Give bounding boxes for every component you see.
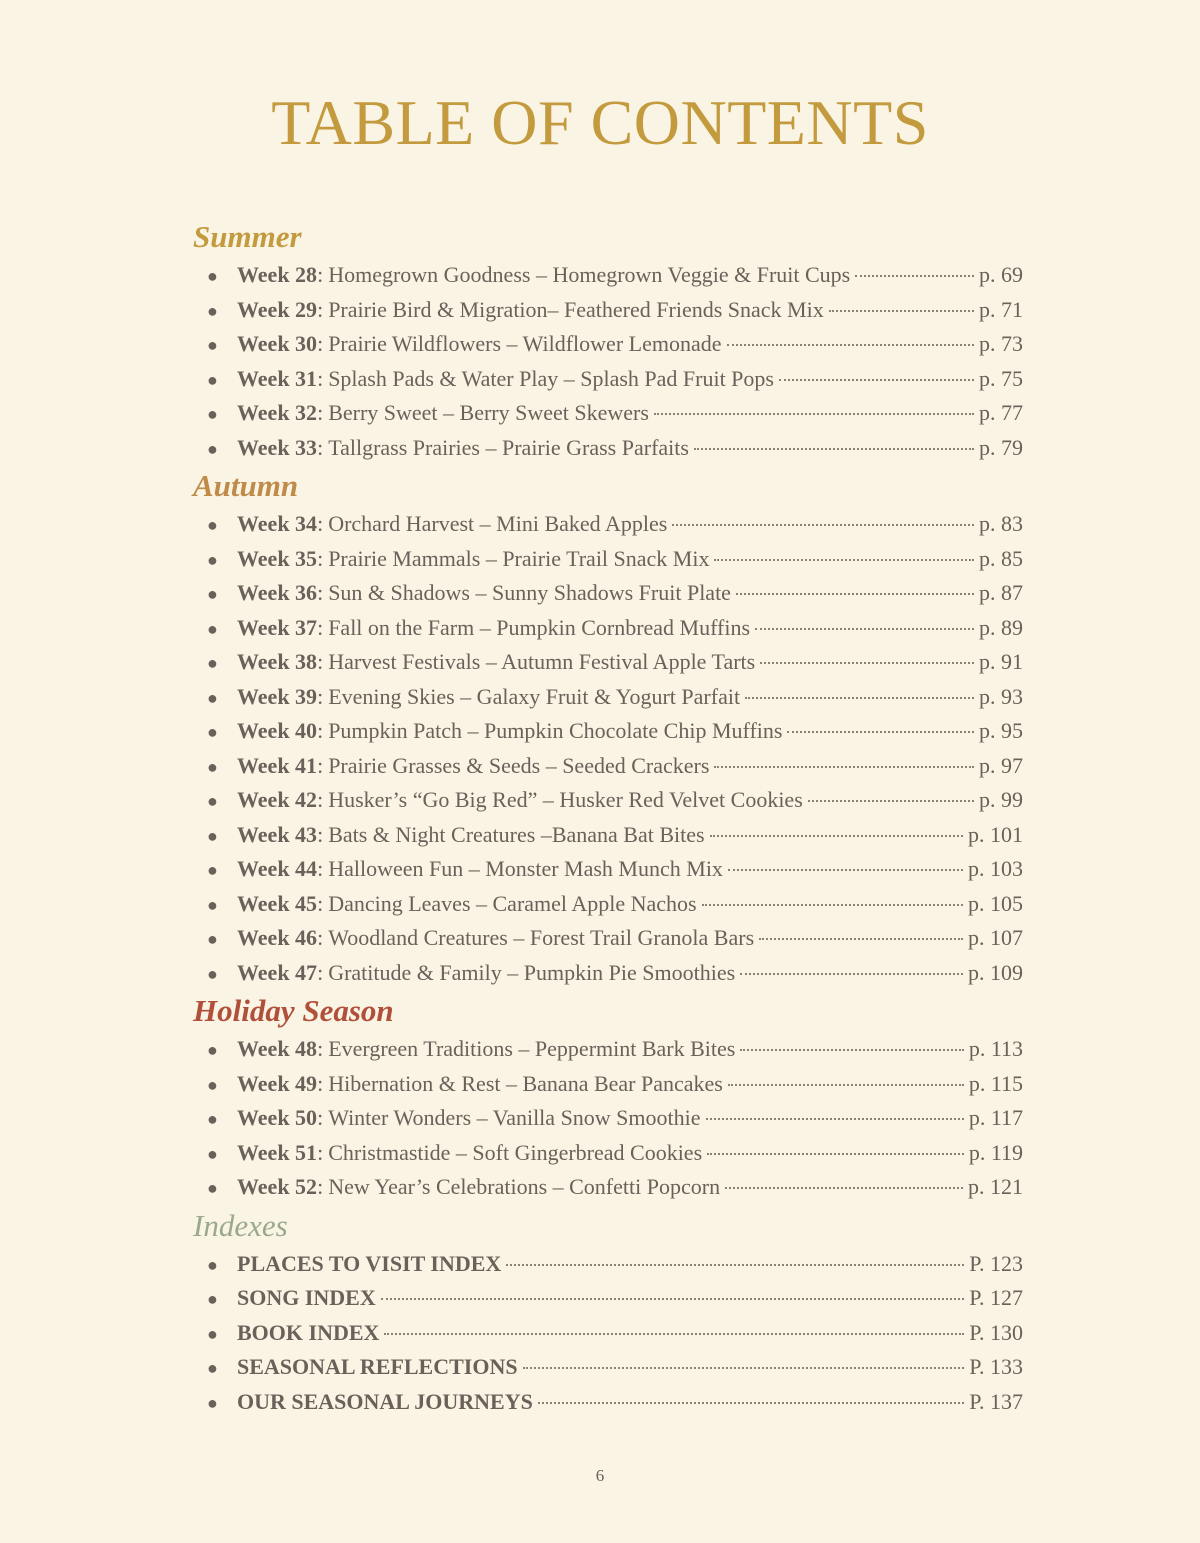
bullet-icon: ● <box>207 515 218 535</box>
bullet-icon: ● <box>207 404 218 424</box>
index-entry[interactable] <box>193 1247 1023 1282</box>
toc-entry[interactable] <box>193 1170 1023 1205</box>
week-label: Week 32 <box>237 400 318 425</box>
index-label: OUR SEASONAL JOURNEYS <box>237 1388 533 1414</box>
dot-leader <box>523 1367 965 1369</box>
colon: : <box>317 1105 324 1130</box>
entry-title: Christmastide – Soft Gingerbread Cookies <box>328 1139 703 1165</box>
week-label: Week 28 <box>237 262 318 287</box>
dot-leader <box>755 628 974 630</box>
bullet-icon: ● <box>207 1074 218 1095</box>
week-label: Week 39 <box>237 683 318 709</box>
week-label: Week 49 <box>237 1070 318 1096</box>
week-label: Week 31 <box>237 365 318 391</box>
colon: : <box>317 434 324 460</box>
toc-entry[interactable] <box>193 611 1023 646</box>
bullet-icon: ● <box>207 1323 218 1344</box>
dot-leader <box>829 310 974 312</box>
week-label: Week 51 <box>237 1139 318 1165</box>
entry-title: Splash Pads & Water Play – Splash Pad Fruit Pops <box>328 365 774 391</box>
toc-entry[interactable] <box>193 1067 1023 1102</box>
bullet-icon: ● <box>207 438 218 459</box>
dot-leader <box>808 800 974 802</box>
entry-title: Pumpkin Patch – Pumpkin Chocolate Chip Muffins <box>328 718 783 743</box>
week-label: Week 43 <box>237 821 318 847</box>
index-entry[interactable] <box>193 1385 1023 1420</box>
dot-leader <box>506 1264 964 1266</box>
toc-entry[interactable] <box>193 887 1023 922</box>
week-label: Week 40 <box>237 718 318 743</box>
bullet-icon: ● <box>207 929 218 949</box>
index-label: PLACES TO VISIT INDEX <box>237 1250 502 1276</box>
toc-entry[interactable] <box>193 431 1023 466</box>
page-reference: p. 85 <box>979 545 1023 571</box>
bullet-icon: ● <box>207 300 218 321</box>
colon: : <box>317 1036 324 1061</box>
page-reference: p. 109 <box>968 959 1023 985</box>
bullet-icon: ● <box>207 369 218 390</box>
toc-entry[interactable] <box>193 576 1023 611</box>
page-reference: p. 83 <box>979 511 1023 536</box>
colon: : <box>317 400 324 425</box>
page-title: TABLE OF CONTENTS <box>271 87 929 158</box>
bullet-icon: ● <box>207 756 218 777</box>
page-reference: p. 105 <box>968 890 1023 916</box>
page-reference: p. 71 <box>979 296 1023 322</box>
week-label: Week 42 <box>237 787 318 812</box>
page-reference: p. 117 <box>968 1105 1023 1130</box>
section-heading-autumn: Autumn <box>193 468 299 503</box>
colon: : <box>317 511 324 536</box>
bullet-icon: ● <box>207 1392 218 1413</box>
entry-title: Orchard Harvest – Mini Baked Apples <box>328 511 668 536</box>
page-reference: p. 69 <box>979 262 1023 287</box>
page-reference: p. 115 <box>968 1070 1023 1096</box>
entry-title: Harvest Festivals – Autumn Festival Apple Tarts <box>328 649 756 674</box>
dot-leader <box>707 1153 964 1155</box>
dot-leader <box>740 973 963 975</box>
toc-entry[interactable] <box>193 1136 1023 1171</box>
colon: : <box>317 545 324 571</box>
colon: : <box>317 1070 324 1096</box>
bullet-icon: ● <box>207 549 218 570</box>
dot-leader <box>728 1084 964 1086</box>
index-entry[interactable] <box>193 1281 1023 1316</box>
summer-entries <box>193 258 1023 465</box>
page-reference: p. 87 <box>979 580 1023 605</box>
entry-title: Homegrown Goodness – Homegrown Veggie & Fruit Cups <box>328 262 851 287</box>
bullet-icon: ● <box>207 687 218 708</box>
dot-leader <box>760 662 974 664</box>
bullet-icon: ● <box>207 335 218 355</box>
toc-entry[interactable] <box>193 396 1023 431</box>
dot-leader <box>694 448 974 450</box>
week-label: Week 45 <box>237 890 318 916</box>
entry-title: Halloween Fun – Monster Mash Munch Mix <box>328 856 723 881</box>
colon: : <box>317 649 324 674</box>
bullet-icon: ● <box>207 825 218 846</box>
colon: : <box>317 331 324 356</box>
bullet-icon: ● <box>207 860 218 880</box>
week-label: Week 41 <box>237 752 318 778</box>
dot-leader <box>727 344 975 346</box>
colon: : <box>317 262 324 287</box>
page-reference: p. 101 <box>968 821 1023 847</box>
week-label: Week 50 <box>237 1105 318 1130</box>
dot-leader <box>672 524 974 526</box>
page-reference: p. 107 <box>968 925 1023 950</box>
dot-leader <box>725 1187 963 1189</box>
dot-leader <box>745 697 974 699</box>
page-reference: p. 91 <box>979 649 1023 674</box>
entry-title: Evening Skies – Galaxy Fruit & Yogurt Parfait <box>328 683 741 709</box>
entry-title: Bats & Night Creatures –Banana Bat Bites <box>328 821 705 847</box>
page-reference: p. 113 <box>968 1036 1023 1061</box>
entry-title: Woodland Creatures – Forest Trail Granola Bars <box>328 925 755 950</box>
bullet-icon: ● <box>207 653 218 673</box>
colon: : <box>317 1139 324 1165</box>
dot-leader <box>710 835 963 837</box>
toc-entry[interactable] <box>193 680 1023 715</box>
toc-entry[interactable] <box>193 327 1023 362</box>
dot-leader <box>654 413 974 415</box>
week-label: Week 47 <box>237 959 318 985</box>
page-reference: P. 130 <box>969 1319 1023 1345</box>
week-label: Week 37 <box>237 614 318 640</box>
colon: : <box>317 787 324 812</box>
toc-entry[interactable] <box>193 507 1023 542</box>
toc-entry[interactable] <box>193 258 1023 293</box>
page-number: 6 <box>595 1466 605 1485</box>
toc-entry[interactable] <box>193 714 1023 749</box>
colon: : <box>317 856 324 881</box>
toc-entry[interactable] <box>193 818 1023 853</box>
week-label: Week 46 <box>237 925 318 950</box>
entry-title: Dancing Leaves – Caramel Apple Nachos <box>328 890 697 916</box>
bullet-icon: ● <box>207 1143 218 1164</box>
bullet-icon: ● <box>207 1289 218 1309</box>
colon: : <box>317 959 324 985</box>
week-label: Week 35 <box>237 545 318 571</box>
entry-title: Berry Sweet – Berry Sweet Skewers <box>328 400 649 425</box>
page-reference: p. 79 <box>979 434 1023 460</box>
toc-entry[interactable] <box>193 542 1023 577</box>
entry-title: Winter Wonders – Vanilla Snow Smoothie <box>328 1105 701 1130</box>
page-reference: p. 89 <box>979 614 1023 640</box>
dot-leader <box>855 275 974 277</box>
index-entries <box>193 1247 1023 1420</box>
holiday-season-entries <box>193 1032 1023 1205</box>
toc-entry[interactable] <box>193 645 1023 680</box>
entry-title: Prairie Grasses & Seeds – Seeded Crackers <box>328 752 710 778</box>
entry-title: Fall on the Farm – Pumpkin Cornbread Muffins <box>328 614 751 640</box>
bullet-icon: ● <box>207 963 218 984</box>
page-reference: p. 93 <box>979 683 1023 709</box>
colon: : <box>317 718 324 743</box>
dot-leader <box>538 1402 964 1404</box>
week-label: Week 30 <box>237 331 318 356</box>
toc-entry[interactable] <box>193 1101 1023 1136</box>
dot-leader <box>714 766 974 768</box>
bullet-icon: ● <box>207 1358 218 1378</box>
colon: : <box>317 1174 324 1199</box>
page-reference: p. 99 <box>979 787 1023 812</box>
toc-entry[interactable] <box>193 783 1023 818</box>
week-label: Week 38 <box>237 649 318 674</box>
page-reference: P. 127 <box>969 1285 1023 1310</box>
toc-entry[interactable] <box>193 293 1023 328</box>
entry-title: Sun & Shadows – Sunny Shadows Fruit Plate <box>328 580 731 605</box>
entry-title: Evergreen Traditions – Peppermint Bark Bites <box>328 1036 736 1061</box>
bullet-icon: ● <box>207 722 218 742</box>
page-reference: p. 73 <box>979 331 1023 356</box>
bullet-icon: ● <box>207 1040 218 1060</box>
toc-entry[interactable] <box>193 956 1023 991</box>
colon: : <box>317 890 324 916</box>
dot-leader <box>714 559 974 561</box>
dot-leader <box>779 379 974 381</box>
page-reference: p. 95 <box>979 718 1023 743</box>
toc-entry[interactable] <box>193 749 1023 784</box>
index-entry[interactable] <box>193 1316 1023 1351</box>
week-label: Week 52 <box>237 1174 318 1199</box>
bullet-icon: ● <box>207 618 218 639</box>
toc-entry[interactable] <box>193 852 1023 887</box>
dot-leader <box>740 1049 963 1051</box>
bullet-icon: ● <box>207 791 218 811</box>
section-heading-indexes: Indexes <box>193 1207 288 1243</box>
week-label: Week 34 <box>237 511 318 536</box>
colon: : <box>317 925 324 950</box>
colon: : <box>317 614 324 640</box>
entry-title: Hibernation & Rest – Banana Bear Pancakes <box>328 1070 723 1096</box>
toc-entry[interactable] <box>193 362 1023 397</box>
colon: : <box>317 752 324 778</box>
week-label: Week 44 <box>237 856 318 881</box>
entry-title: Prairie Wildflowers – Wildflower Lemonade <box>328 331 722 356</box>
page-reference: p. 121 <box>968 1174 1023 1199</box>
toc-entry[interactable] <box>193 1032 1023 1067</box>
page-reference: p. 97 <box>979 752 1023 778</box>
page-reference: p. 75 <box>979 365 1023 391</box>
dot-leader <box>759 938 963 940</box>
week-label: Week 48 <box>237 1036 318 1061</box>
dot-leader <box>736 593 974 595</box>
dot-leader <box>787 731 974 733</box>
dot-leader <box>384 1333 964 1335</box>
colon: : <box>317 821 324 847</box>
autumn-entries <box>193 507 1023 990</box>
page-reference: p. 103 <box>968 856 1023 881</box>
colon: : <box>317 580 324 605</box>
entry-title: Tallgrass Prairies – Prairie Grass Parfaits <box>328 434 689 460</box>
bullet-icon: ● <box>207 894 218 915</box>
index-entry[interactable] <box>193 1350 1023 1385</box>
page-reference: P. 133 <box>969 1354 1023 1379</box>
page-reference: p. 77 <box>979 400 1023 425</box>
dot-leader <box>728 869 963 871</box>
bullet-icon: ● <box>207 584 218 604</box>
section-heading-holiday-season: Holiday Season <box>193 993 394 1028</box>
dot-leader <box>702 904 963 906</box>
bullet-icon: ● <box>207 1254 218 1275</box>
entry-title: Husker’s “Go Big Red” – Husker Red Velvet Cookies <box>328 787 803 812</box>
entry-title: New Year’s Celebrations – Confetti Popcorn <box>328 1174 721 1199</box>
week-label: Week 29 <box>237 296 318 322</box>
page-reference: P. 123 <box>969 1250 1023 1276</box>
colon: : <box>317 296 324 322</box>
section-heading-summer: Summer <box>193 219 302 254</box>
page-reference: p. 119 <box>968 1139 1023 1165</box>
page-reference: P. 137 <box>969 1388 1023 1414</box>
bullet-icon: ● <box>207 266 218 286</box>
week-label: Week 33 <box>237 434 318 460</box>
colon: : <box>317 365 324 391</box>
toc-entry[interactable] <box>193 921 1023 956</box>
week-label: Week 36 <box>237 580 318 605</box>
entry-title: Prairie Mammals – Prairie Trail Snack Mix <box>328 545 710 571</box>
index-label: BOOK INDEX <box>237 1319 380 1345</box>
bullet-icon: ● <box>207 1178 218 1198</box>
index-label: SEASONAL REFLECTIONS <box>237 1354 518 1379</box>
entry-title: Prairie Bird & Migration– Feathered Friends Snack Mix <box>328 296 824 322</box>
dot-leader <box>381 1298 964 1300</box>
index-label: SONG INDEX <box>237 1285 376 1310</box>
colon: : <box>317 683 324 709</box>
bullet-icon: ● <box>207 1109 218 1129</box>
dot-leader <box>706 1118 964 1120</box>
entry-title: Gratitude & Family – Pumpkin Pie Smoothies <box>328 959 736 985</box>
table-of-contents <box>193 216 1023 1419</box>
